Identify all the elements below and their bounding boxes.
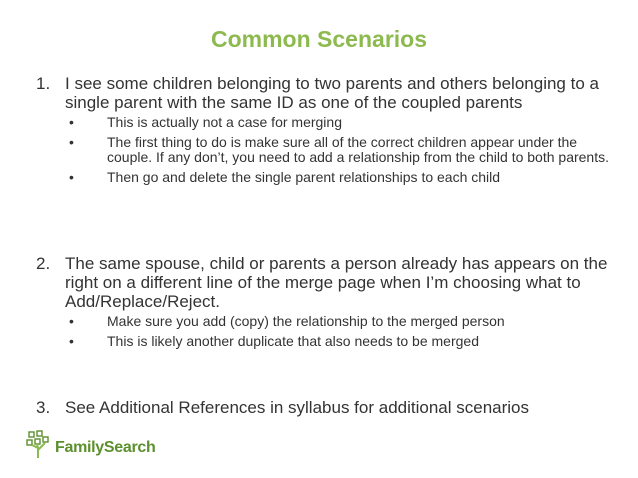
item-number: 3. — [36, 398, 51, 417]
familysearch-logo — [26, 430, 155, 465]
list-item-3 — [36, 398, 616, 417]
family-tree-icon — [26, 430, 52, 465]
sub-bullet: • This is actually not a case for merging — [69, 114, 342, 130]
item-number: 2. — [36, 254, 51, 273]
logo-text: FamilySearch — [55, 438, 156, 456]
sub-bullet: • Then go and delete the single parent relationships to each child — [69, 169, 501, 185]
sub-bullets — [36, 314, 616, 349]
item-text: The same spouse, child or parents a person already has appears on the right on a different line of the merge page when I’m choosing what to Add/Replace/Reject. — [65, 254, 608, 311]
item-text: See Additional References in syllabus for additional scenarios — [65, 398, 529, 417]
list-item-2 — [36, 254, 616, 354]
item-number: 1. — [36, 74, 51, 93]
list-item-1 — [36, 74, 616, 190]
sub-bullets — [36, 115, 616, 185]
sub-bullet: • This is likely another duplicate that also needs to be merged — [69, 333, 479, 349]
sub-bullet: • Make sure you add (copy) the relationship to the merged person — [69, 313, 505, 329]
sub-bullet: • The first thing to do is make sure all of the correct children appear under the couple. If any don’t, you need to add a relationship from the child to both parents. — [69, 134, 609, 165]
slide-title: Common Scenarios — [211, 26, 427, 52]
item-text: I see some children belonging to two parents and others belonging to a single parent with the same ID as one of the coupled parents — [65, 74, 599, 112]
